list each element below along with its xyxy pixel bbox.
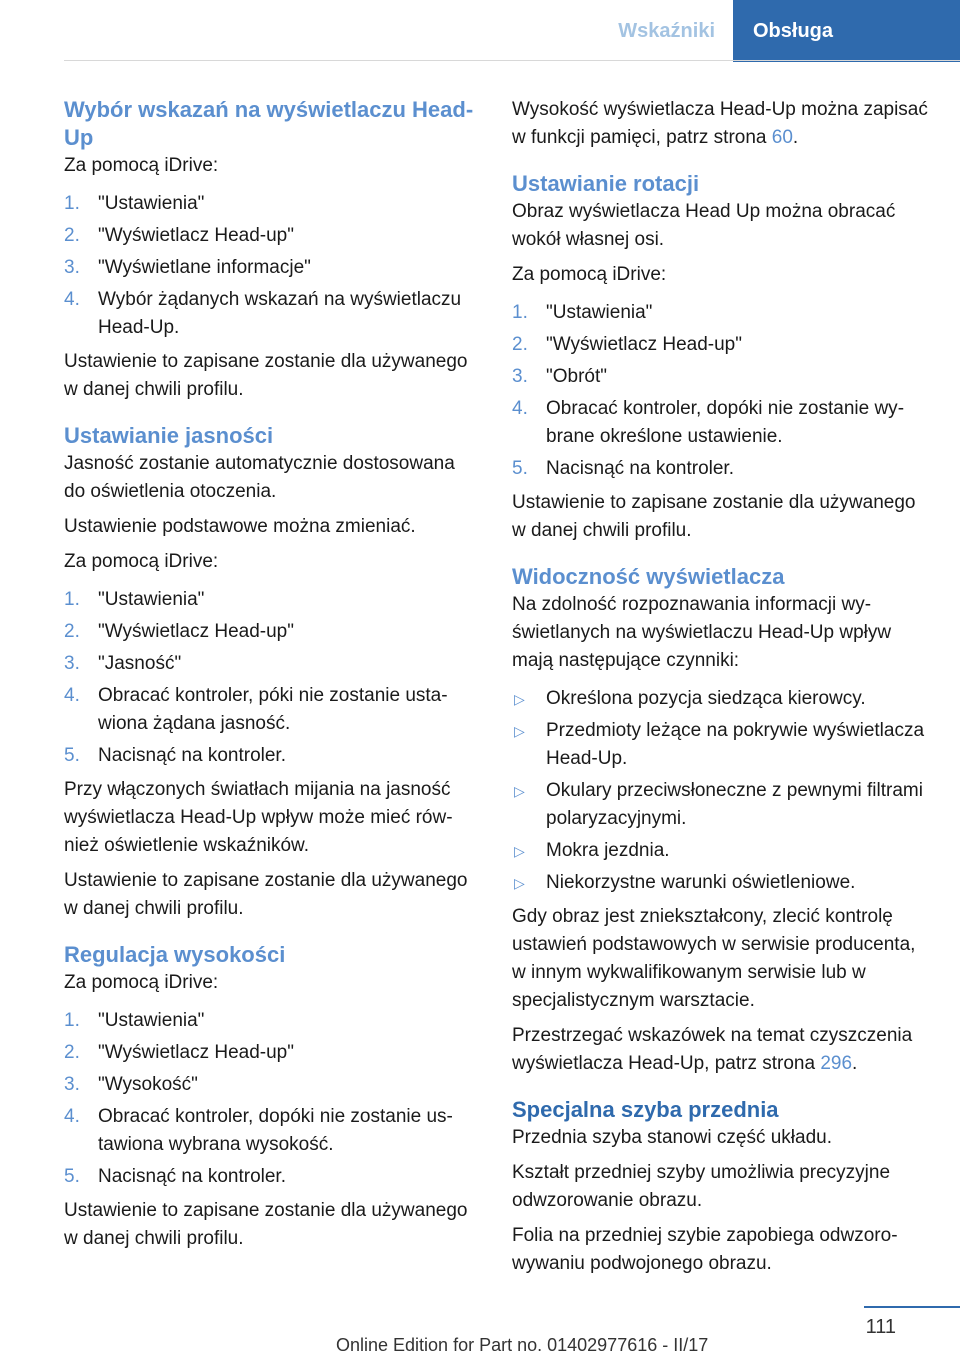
list-item: 2. "Wyświetlacz Head-up" xyxy=(64,1042,294,1063)
heading-jasnosc: Ustawianie jasności xyxy=(64,423,274,448)
list-item: ▷ Określona pozycja siedząca kierowcy. xyxy=(512,685,928,713)
paragraph: Za pomocą iDrive: xyxy=(64,551,219,572)
paragraph: Ustawienie to zapisane zostanie dla używanego w danej chwili profilu. xyxy=(512,492,916,541)
list-item: ▷ Okulary przeciwsłoneczne z pewnymi filtrami polaryzacyjnymi. xyxy=(512,777,928,833)
paragraph: Ustawienie to zapisane zostanie dla używanego w danej chwili profilu. xyxy=(64,870,468,919)
list-item: 4. Wybór żądanych wskazań na wyświetlaczu Head-Up. xyxy=(64,289,462,338)
paragraph: Obraz wyświetlacza Head Up można obracać wokół własnej osi. xyxy=(512,201,896,250)
page-link-296[interactable]: 296 xyxy=(820,1053,853,1074)
steps-list xyxy=(64,586,480,770)
right-column xyxy=(512,96,928,1285)
paragraph: Kształt przedniej szyby umożliwia precyzyjne odwzorowanie obrazu. xyxy=(512,1162,891,1211)
list-item: ▷ Niekorzystne warunki oświetleniowe. xyxy=(512,869,928,897)
page-link-60[interactable]: 60 xyxy=(771,127,793,148)
list-item: 3. "Wysokość" xyxy=(64,1074,198,1095)
list-item: 3. "Jasność" xyxy=(64,653,182,674)
list-item: 4. Obracać kontroler, póki nie zostanie ustawiona żądana jasność. xyxy=(64,685,448,734)
paragraph: Przy włączonych światłach mijania na jasność wyświetlacza Head-Up wpływ może mieć również oświetlenie wskaźników. xyxy=(64,779,453,856)
page-number: 111 xyxy=(865,1316,896,1338)
edition-note: Online Edition for Part no. 01402977616 - II/17 xyxy=(336,1335,709,1355)
paragraph: Przestrzegać wskazówek na temat czyszczenia wyświetlacza Head-Up, patrz strona 296. xyxy=(512,1025,913,1074)
triangle-right-icon: ▷ xyxy=(514,783,525,799)
list-item: 4. Obracać kontroler, dopóki nie zostanie ustawiona wybrana wysokość. xyxy=(64,1106,453,1155)
heading-widocznosc: Widoczność wyświetlacza xyxy=(512,564,785,589)
list-item: 3. "Wyświetlane informacje" xyxy=(64,257,311,278)
list-item: 1. "Ustawienia" xyxy=(512,302,653,323)
paragraph: Za pomocą iDrive: xyxy=(64,972,219,993)
paragraph: Za pomocą iDrive: xyxy=(512,264,667,285)
paragraph: Ustawienie to zapisane zostanie dla używanego w danej chwili profilu. xyxy=(64,1200,468,1249)
steps-list xyxy=(512,299,928,483)
list-item: 2. "Wyświetlacz Head-up" xyxy=(64,621,294,642)
list-item: 2. "Wyświetlacz Head-up" xyxy=(64,225,294,246)
list-item: 4. Obracać kontroler, dopóki nie zostanie wybrane określone ustawienie. xyxy=(512,398,905,447)
triangle-right-icon: ▷ xyxy=(514,843,525,859)
steps-list xyxy=(64,190,480,342)
heading-szyba: Specjalna szyba przednia xyxy=(512,1097,779,1122)
header-divider xyxy=(64,60,960,61)
list-item: 1. "Ustawienia" xyxy=(64,589,205,610)
triangle-right-icon: ▷ xyxy=(514,723,525,739)
list-item: 1. "Ustawienia" xyxy=(64,1010,205,1031)
list-item: 5. Nacisnąć na kontroler. xyxy=(512,458,734,479)
paragraph: Za pomocą iDrive: xyxy=(64,155,219,176)
left-column xyxy=(64,96,480,1260)
list-item: 1. "Ustawienia" xyxy=(64,193,205,214)
list-item: 5. Nacisnąć na kontroler. xyxy=(64,1166,286,1187)
tab-wskazniki[interactable]: Wskaźniki xyxy=(618,19,715,42)
bullet-list xyxy=(512,685,928,897)
triangle-right-icon: ▷ xyxy=(514,691,525,707)
list-item: 2. "Wyświetlacz Head-up" xyxy=(512,334,742,355)
paragraph: Na zdolność rozpoznawania informacji wyświetlanych na wyświetlaczu Head-Up wpływ mają następujące czynniki: xyxy=(512,594,892,671)
triangle-right-icon: ▷ xyxy=(514,875,525,891)
heading-wysokosc: Regulacja wysokości xyxy=(64,942,286,967)
list-item: ▷ Mokra jezdnia. xyxy=(512,837,928,865)
tab-obsluga[interactable]: Obsługa xyxy=(733,0,960,62)
paragraph: Folia na przedniej szybie zapobiega odwzorowywaniu podwojonego obrazu. xyxy=(512,1225,898,1274)
section-tabs xyxy=(596,0,960,62)
list-item: 3. "Obrót" xyxy=(512,366,608,387)
heading-rotacja: Ustawianie rotacji xyxy=(512,171,700,196)
paragraph: Przednia szyba stanowi część układu. xyxy=(512,1127,832,1148)
list-item: 5. Nacisnąć na kontroler. xyxy=(64,745,286,766)
paragraph: Jasność zostanie automatycznie dostosowana do oświetlenia otoczenia. xyxy=(64,453,455,502)
steps-list xyxy=(64,1007,480,1191)
paragraph: Gdy obraz jest zniekształcony, zlecić kontrolę ustawień podstawowych w serwisie producenta, w innym wykwalifikowanym serwisie lub w specjalistycznym warsztacie. xyxy=(512,906,916,1011)
footer-divider xyxy=(864,1306,960,1308)
paragraph: Wysokość wyświetlacza Head-Up można zapisać w funkcji pamięci, patrz strona 60. xyxy=(512,99,928,148)
paragraph: Ustawienie to zapisane zostanie dla używanego w danej chwili profilu. xyxy=(64,351,468,400)
paragraph: Ustawienie podstawowe można zmieniać. xyxy=(64,516,416,537)
list-item: ▷ Przedmioty leżące na pokrywie wyświetlacza Head-Up. xyxy=(512,717,928,773)
heading-wybor-wskazan: Wybór wskazań na wyświetlaczu Head-Up xyxy=(64,97,474,150)
